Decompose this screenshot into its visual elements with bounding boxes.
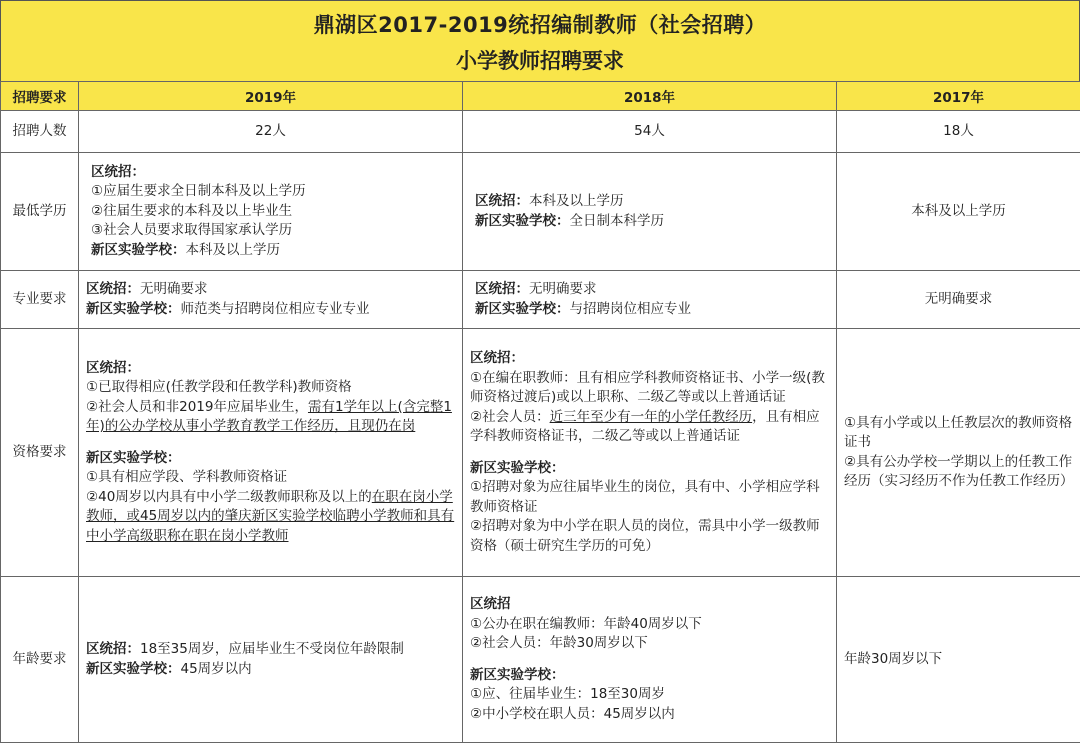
new-school-title: 新区实验学校： [475, 212, 570, 229]
qualification-line: ①招聘对象为应往届毕业生的岗位，具有中、小学相应学科教师资格证 [470, 479, 820, 515]
age-line: ②社会人员：年龄30周岁以下 [470, 635, 648, 651]
new-school-title: 新区实验学校： [470, 666, 565, 683]
header-requirement: 招聘要求 [1, 82, 79, 111]
new-school-text: 45周岁以内 [180, 660, 252, 677]
row-label-count: 招聘人数 [1, 111, 79, 153]
district-text: 无明确要求 [529, 281, 597, 297]
count-2018: 54人 [463, 111, 837, 153]
qualification-2018 [463, 329, 837, 577]
qualification-2017 [837, 329, 1080, 577]
age-line: ①公办在职在编教师：年龄40周岁以下 [470, 615, 702, 632]
qualification-2019 [79, 329, 463, 577]
new-school-text: 与招聘岗位相应专业 [569, 300, 691, 317]
new-school-title: 新区实验学校： [86, 660, 181, 677]
district-title: 区统招： [91, 163, 145, 180]
qualification-line: ②具有公办学校一学期以上的任教工作经历（实习经历不作为任教工作经历） [844, 453, 1074, 489]
age-2018 [463, 577, 837, 743]
title-line-1: 鼎湖区2017-2019统招编制教师（社会招聘） [313, 13, 767, 37]
header-row [1, 82, 1080, 111]
education-2017: 本科及以上学历 [837, 153, 1080, 271]
education-line: ②往届生要求的本科及以上毕业生 [91, 202, 293, 219]
new-school-title: 新区实验学校： [86, 300, 181, 317]
age-line: ②中小学校在职人员：45周岁以内 [470, 705, 675, 722]
header-2019: 2019年 [79, 82, 463, 111]
row-label-age: 年龄要求 [1, 577, 79, 743]
qualification-line: ，且有相应学科教师资格证书，二级乙等或以上普通话证 [470, 408, 820, 444]
education-2019 [79, 153, 463, 271]
education-line: ①应届生要求全日制本科及以上学历 [91, 183, 306, 200]
qualification-line: ②社会人员： [470, 408, 550, 425]
count-2019: 22人 [79, 111, 463, 153]
district-title: 区统招 [470, 596, 511, 612]
table-row [1, 271, 1080, 329]
header-2017: 2017年 [837, 82, 1080, 111]
new-school-title: 新区实验学校： [91, 241, 186, 258]
qualification-line: ②40周岁以内具有中小学二级教师职称及以上的 [86, 488, 372, 505]
header-2018: 2018年 [463, 82, 837, 111]
district-title: 区统招： [86, 281, 140, 297]
qualification-line: ②社会人员和非2019年应届毕业生， [86, 398, 308, 415]
new-school-text: 全日制本科学历 [569, 212, 664, 229]
row-label-education: 最低学历 [1, 153, 79, 271]
qualification-line: ①具有小学或以上任教层次的教师资格证书 [844, 414, 1073, 450]
count-2017: 18人 [837, 111, 1080, 153]
age-2017 [837, 577, 1080, 743]
age-2019 [79, 577, 463, 743]
requirements-table [0, 81, 1080, 743]
district-title: 区统招： [470, 350, 524, 366]
major-2019 [79, 271, 463, 329]
district-title: 区统招： [475, 281, 529, 297]
new-school-title: 新区实验学校： [475, 300, 570, 317]
row-label-major: 专业要求 [1, 271, 79, 329]
qualification-line: ，或45周岁以内的肇庆新区实验学校临聘小学教师和具有中小学高级职称在职在岗小学教师 [86, 508, 455, 544]
district-title: 区统招： [86, 641, 140, 657]
qualification-line: ①已取得相应(任教学段和任教学科)教师资格 [86, 379, 352, 396]
district-text: 无明确要求 [140, 281, 208, 297]
major-2017: 无明确要求 [837, 271, 1080, 329]
table-row [1, 329, 1080, 577]
education-line: ③社会人员要求取得国家承认学历 [91, 222, 293, 239]
new-school-text: 师范类与招聘岗位相应专业专业 [180, 300, 370, 317]
qualification-line: ②招聘对象为中小学在职人员的岗位，需具中小学一级教师资格（硕士研究生学历的可免） [470, 518, 820, 554]
new-school-title: 新区实验学校： [470, 459, 565, 476]
age-line: ①应、往届毕业生：18至30周岁 [470, 686, 665, 702]
row-label-qualification: 资格要求 [1, 329, 79, 577]
table-row [1, 153, 1080, 271]
education-2018 [463, 153, 837, 271]
document-title-banner [0, 0, 1080, 82]
table-row [1, 577, 1080, 743]
table-row [1, 111, 1080, 153]
district-text: 本科及以上学历 [529, 193, 624, 209]
new-school-text: 本科及以上学历 [185, 241, 280, 258]
new-school-title: 新区实验学校： [86, 449, 181, 466]
district-title: 区统招： [475, 193, 529, 209]
qualification-line: ①具有相应学段、学科教师资格证 [86, 469, 288, 486]
district-text: 18至35周岁，应届毕业生不受岗位年龄限制 [140, 641, 404, 657]
title-line-2: 小学教师招聘要求 [456, 49, 624, 73]
district-title: 区统招： [86, 359, 140, 376]
underlined-text: 近三年至少有一年的小学任教经历 [549, 408, 753, 425]
underlined-text: 需有1学年以上(含完整1年)的公办学校从事小学教育教学工作经历，且现仍在岗 [86, 398, 452, 435]
qualification-line: ①在编在职教师：且有相应学科教师资格证书、小学一级(教师资格过渡后)或以上职称、二级乙等或以上普通话证 [470, 369, 825, 405]
age-text: 年龄30周岁以下 [844, 650, 943, 667]
major-2018 [463, 271, 837, 329]
underlined-text: 在职在岗小学教师 [86, 488, 453, 525]
